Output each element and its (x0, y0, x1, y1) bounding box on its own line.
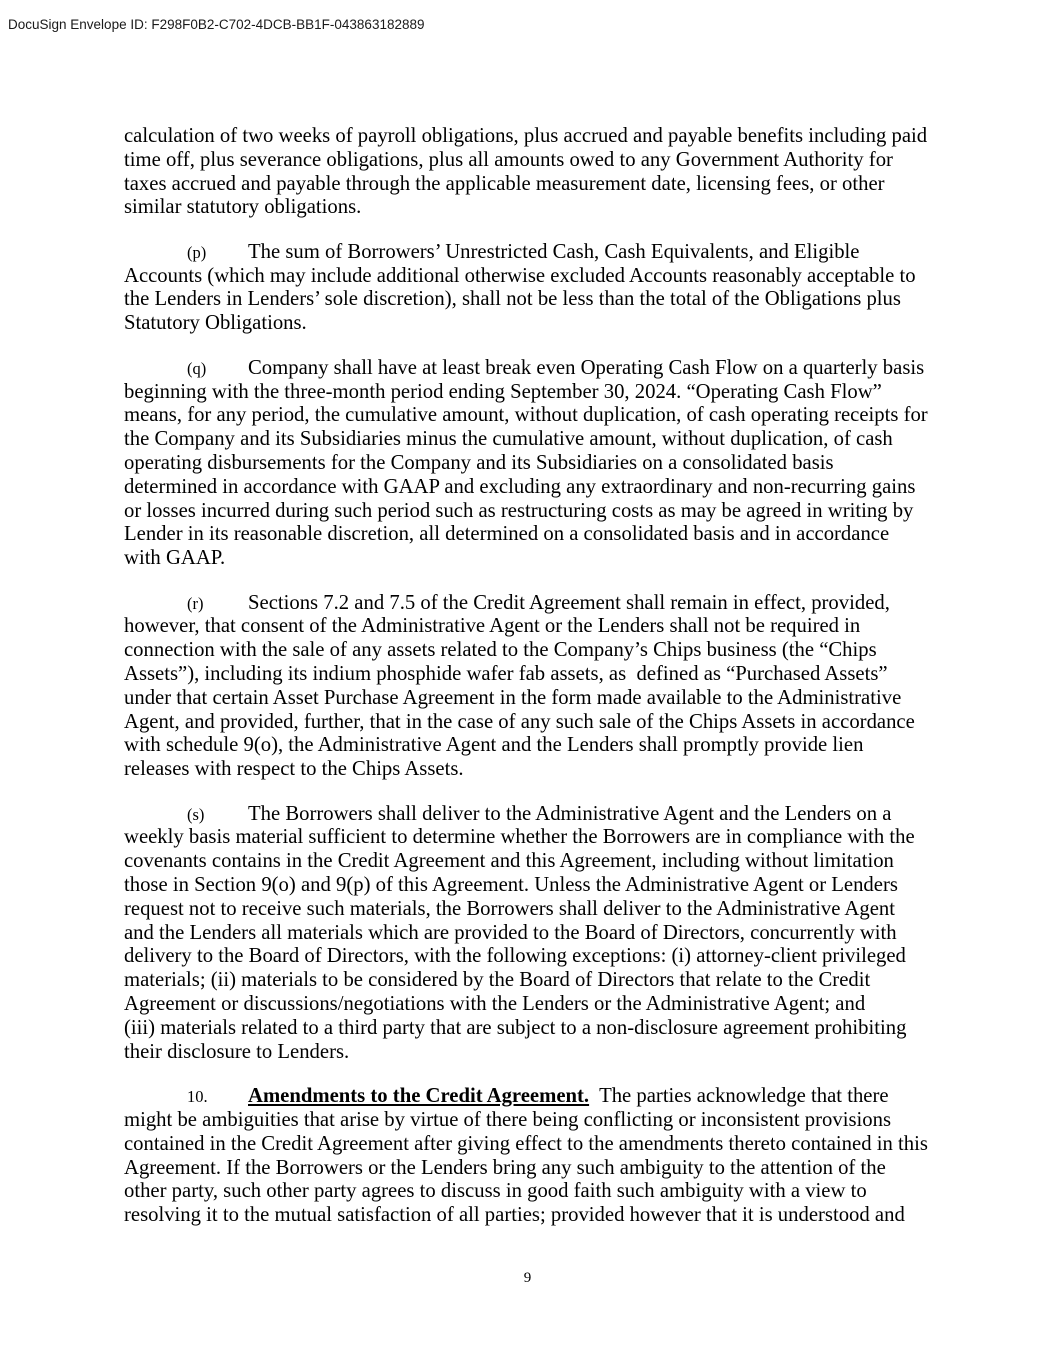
paragraph-line: under that certain Asset Purchase Agreement in the form made available to the Administrative (124, 686, 902, 709)
clause-label: (q) (187, 358, 207, 378)
paragraph-line: the Company and its Subsidiaries minus the cumulative amount, without duplication, of cash (124, 428, 893, 451)
docusign-envelope-id: DocuSign Envelope ID: F298F0B2-C702-4DCB-BB1F-043863182889 (8, 17, 425, 32)
paragraph-line: resolving it to the mutual satisfaction of all parties; provided however that it is understood and (124, 1204, 905, 1227)
paragraph-line: contained in the Credit Agreement after giving effect to the amendments thereto contained in this (124, 1132, 928, 1155)
paragraph-line: however, that consent of the Administrative Agent or the Lenders shall not be required in (124, 615, 861, 638)
paragraph-line: taxes accrued and payable through the applicable measurement date, licensing fees, or other (124, 172, 885, 195)
clause-label: (p) (187, 242, 207, 262)
clause-r (124, 592, 936, 782)
section-number: 10. (187, 1087, 208, 1107)
document-body (124, 125, 936, 1249)
paragraph-line: The Borrowers shall deliver to the Administrative Agent and the Lenders on a (248, 802, 892, 825)
paragraph-line: with GAAP. (124, 547, 226, 570)
clause-p (124, 241, 936, 336)
clause-label: (s) (187, 804, 205, 824)
page-number: 9 (523, 1270, 532, 1286)
paragraph-line: delivery to the Board of Directors, with the following exceptions: (i) attorney-client privileged (124, 945, 906, 968)
paragraph-line: might be ambiguities that arise by virtue of there being conflicting or inconsistent provisions (124, 1108, 892, 1131)
paragraph-line: Agent, and provided, further, that in the case of any such sale of the Chips Assets in accordance (124, 710, 915, 733)
paragraph-line: similar statutory obligations. (124, 196, 362, 219)
paragraph-line: means, for any period, the cumulative amount, without duplication, of cash operating receipts for (124, 404, 928, 427)
paragraph-line: their disclosure to Lenders. (124, 1040, 350, 1063)
clause-label: (r) (187, 593, 204, 613)
paragraph-line: Assets”), including its indium phosphide wafer fab assets, as defined as “Purchased Assets” (124, 663, 888, 685)
paragraph-line: Accounts (which may include additional otherwise excluded Accounts reasonably acceptable to (124, 264, 916, 287)
clause-first-line (124, 357, 936, 381)
paragraph-line: operating disbursements for the Company and its Subsidiaries on a consolidated basis (124, 451, 834, 474)
clause-first-line (124, 592, 936, 616)
paragraph-line: releases with respect to the Chips Assets. (124, 758, 464, 781)
paragraph-line: covenants contains in the Credit Agreement and this Agreement, including without limitation (124, 850, 894, 873)
paragraph-line: (iii) materials related to a third party that are subject to a non-disclosure agreement prohibiting (124, 1016, 907, 1039)
paragraph-line: Lender in its reasonable discretion, all determined on a consolidated basis and in accordance (124, 523, 890, 546)
paragraph-line: other party, such other party agrees to discuss in good faith such ambiguity with a view to (124, 1180, 867, 1203)
paragraph-line: weekly basis material sufficient to determine whether the Borrowers are in compliance with the (124, 826, 915, 849)
paragraph-line: with schedule 9(o), the Administrative Agent and the Lenders shall promptly provide lien (124, 734, 864, 757)
paragraph-line: time off, plus severance obligations, plus all amounts owed to any Government Authority for (124, 148, 893, 171)
section-10-amendments (124, 1085, 936, 1228)
paragraph-line: the Lenders in Lenders’ sole discretion), shall not be less than the total of the Obligations plus (124, 288, 901, 311)
paragraph-line: those in Section 9(o) and 9(p) of this Agreement. Unless the Administrative Agent or Lenders (124, 874, 898, 897)
paragraph-line: Company shall have at least break even Operating Cash Flow on a quarterly basis (248, 356, 925, 379)
paragraph-line: Agreement or discussions/negotiations with the Lenders or the Administrative Agent; and (124, 993, 866, 1016)
paragraph-line: and the Lenders all materials which are provided to the Board of Directors, concurrently with (124, 921, 897, 944)
clause-first-line (124, 803, 936, 827)
clause-q (124, 357, 936, 571)
clause-s (124, 803, 936, 1065)
paragraph-line: determined in accordance with GAAP and excluding any extraordinary and non-recurring gains (124, 475, 916, 498)
paragraph-continuation (124, 125, 936, 220)
paragraph-line: materials; (ii) materials to be considered by the Board of Directors that relate to the Credit (124, 969, 871, 992)
paragraph-line: beginning with the three-month period ending September 30, 2024. “Operating Cash Flow” (124, 380, 882, 403)
paragraph-line: Sections 7.2 and 7.5 of the Credit Agreement shall remain in effect, provided, (248, 591, 890, 614)
clause-first-line (124, 241, 936, 265)
paragraph-line: The sum of Borrowers’ Unrestricted Cash, Cash Equivalents, and Eligible (248, 240, 860, 263)
paragraph-line: The parties acknowledge that there (589, 1085, 889, 1108)
paragraph-line: or losses incurred during such period such as restructuring costs as may be agreed in writing by (124, 499, 914, 522)
paragraph-line: calculation of two weeks of payroll obligations, plus accrued and payable benefits including paid (124, 125, 928, 147)
paragraph-line: Statutory Obligations. (124, 312, 307, 335)
paragraph-line: request not to receive such materials, the Borrowers shall deliver to the Administrative Agent (124, 897, 895, 920)
section-heading: Amendments to the Credit Agreement. (248, 1085, 590, 1108)
section-first-line (124, 1085, 936, 1109)
paragraph-line: Agreement. If the Borrowers or the Lenders bring any such ambiguity to the attention of the (124, 1156, 886, 1179)
paragraph-line: connection with the sale of any assets related to the Company’s Chips business (the “Chips (124, 639, 877, 662)
